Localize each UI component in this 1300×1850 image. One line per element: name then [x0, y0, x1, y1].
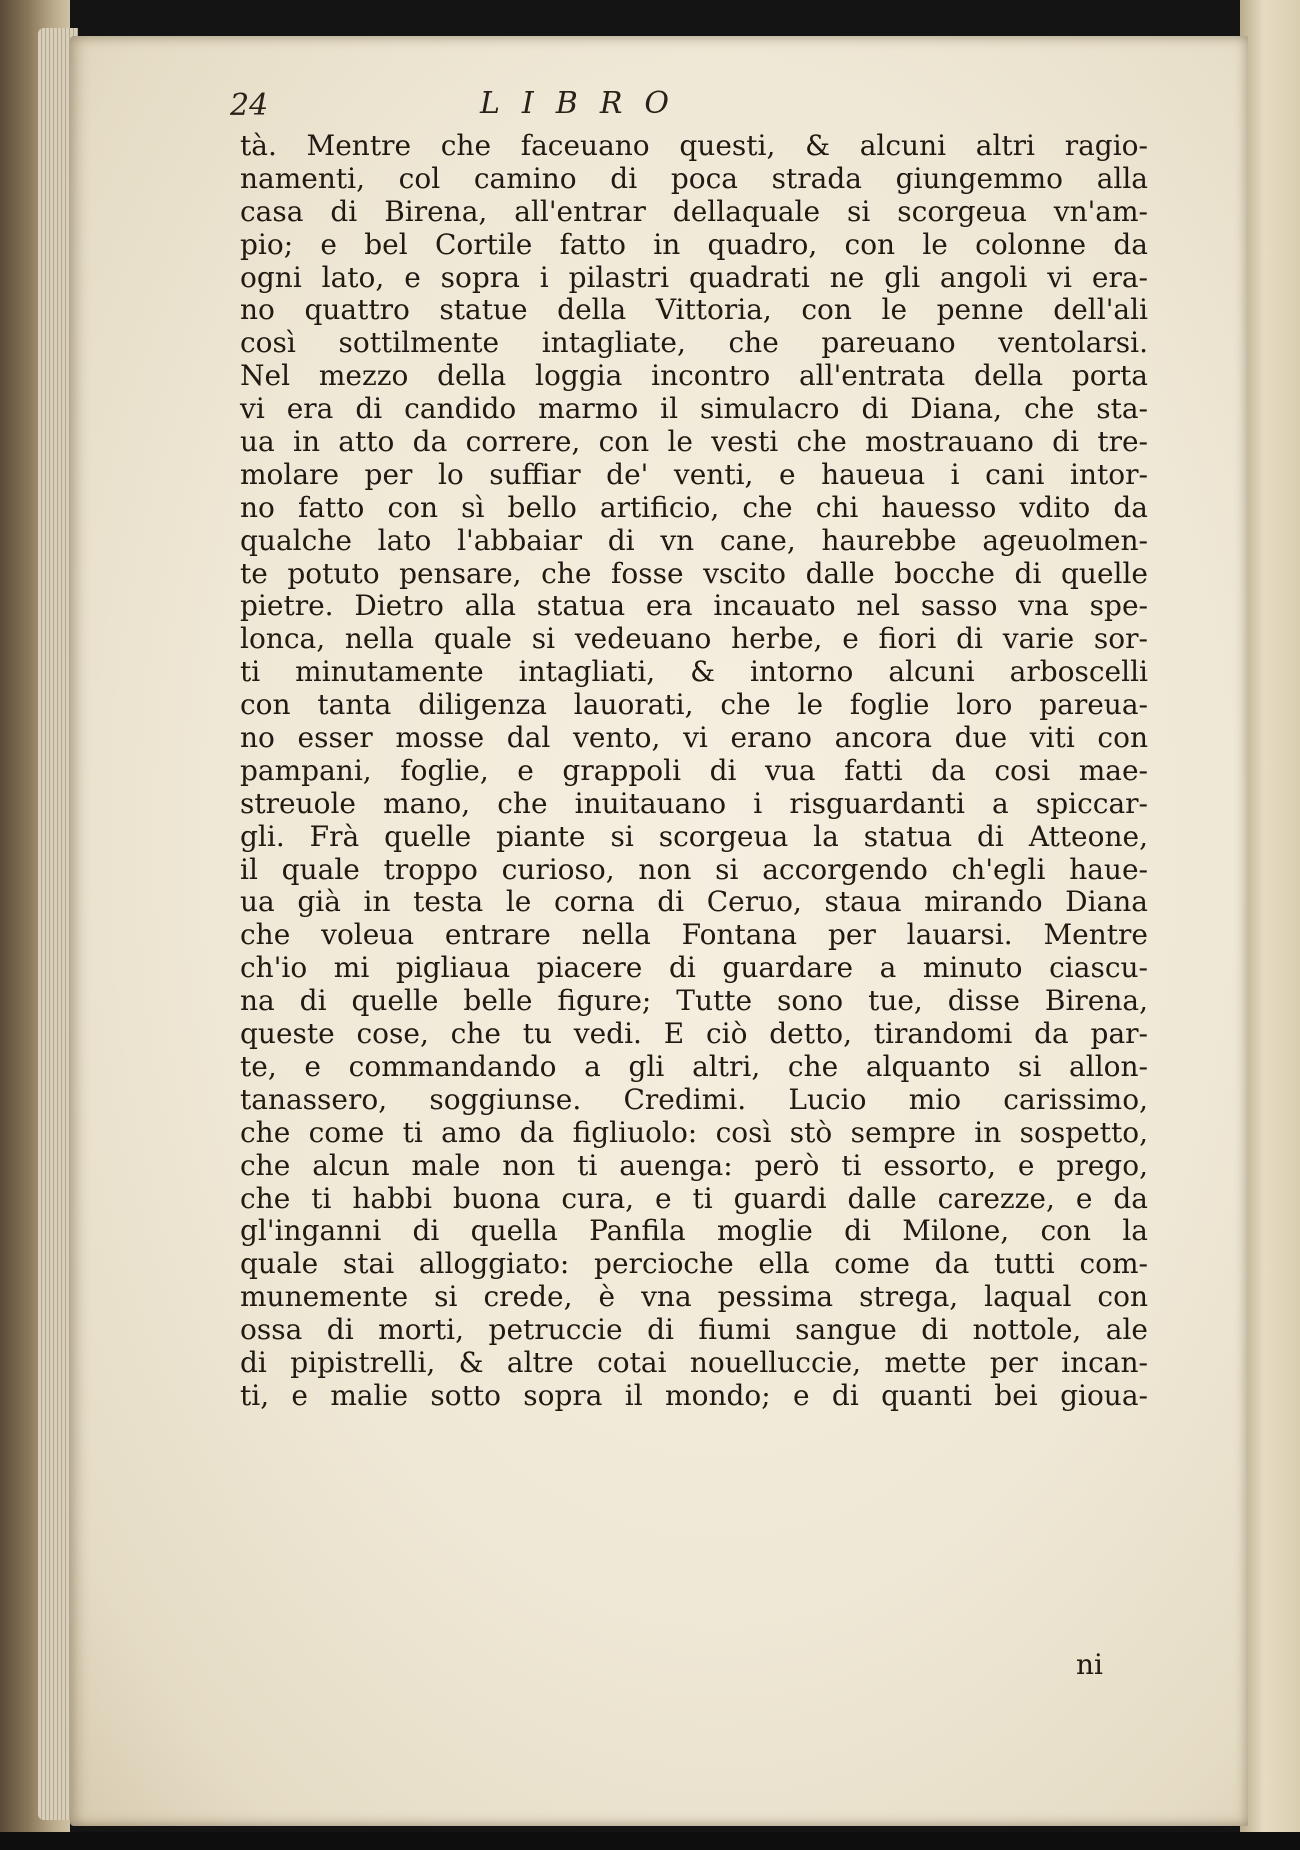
text-line: munemente si crede, è vna pessima strega, laqual con	[240, 1280, 1148, 1314]
text-line: casa di Birena, all'entrar dellaquale si scorgeua vn'am-	[240, 194, 1148, 228]
text-line: ch'io mi pigliaua piacere di guardare a minuto ciascu-	[240, 951, 1148, 985]
text-line: pio; e bel Cortile fatto in quadro, con le colonne da	[240, 227, 1148, 261]
text-line: te potuto pensare, che fosse vscito dalle bocche di quelle	[240, 556, 1148, 590]
scan-border	[0, 1832, 1300, 1850]
text-line: così sottilmente intagliate, che pareuano ventolarsi.	[240, 326, 1148, 360]
text-line: ua già in testa le corna di Ceruo, staua mirando Diana	[240, 885, 1148, 919]
text-line: tà. Mentre che faceuano questi, & alcuni altri ragio-	[240, 129, 1148, 162]
text-line: molare per lo suffiar de' venti, e haueua i cani intor-	[240, 457, 1148, 491]
text-line: ogni lato, e sopra i pilastri quadrati ne gli angoli vi era-	[240, 260, 1148, 294]
text-line: ti minutamente intagliati, & intorno alcuni arboscelli	[240, 655, 1148, 689]
text-line: che come ti amo da figliuolo: così stò sempre in sospetto,	[240, 1115, 1148, 1149]
text-line: streuole mano, che inuitauano i risguardanti a spiccar-	[240, 786, 1148, 820]
body-text	[240, 130, 1148, 1413]
text-line: na di quelle belle figure; Tutte sono tue, disse Birena,	[240, 984, 1148, 1018]
text-line: il quale troppo curioso, non si accorgendo ch'egli haue-	[240, 852, 1148, 886]
text-line: vi era di candido marmo il simulacro di Diana, che sta-	[240, 392, 1148, 426]
text-line: pampani, foglie, e grappoli di vua fatti da cosi mae-	[240, 753, 1148, 787]
text-line: tanassero, soggiunse. Credimi. Lucio mio carissimo,	[240, 1082, 1148, 1116]
catchword: ni	[1076, 1648, 1103, 1681]
text-line: Nel mezzo della loggia incontro all'entrata della porta	[240, 359, 1148, 393]
text-line: che alcun male non ti auenga: però ti essorto, e prego,	[240, 1148, 1148, 1182]
text-line: con tanta diligenza lauorati, che le foglie loro pareua-	[240, 688, 1148, 722]
facing-page-edge	[1240, 0, 1300, 1850]
text-line: no fatto con sì bello artificio, che chi hauesso vdito da	[240, 490, 1148, 524]
text-line: quale stai alloggiato: percioche ella come da tutti com-	[240, 1247, 1148, 1281]
text-line: lonca, nella quale si vedeuano herbe, e fiori di varie sor-	[240, 622, 1148, 656]
text-line: pietre. Dietro alla statua era incauato nel sasso vna spe-	[240, 589, 1148, 623]
text-line: ti, e malie sotto sopra il mondo; e di quanti bei gioua-	[240, 1378, 1148, 1412]
text-line: che ti habbi buona cura, e ti guardi dalle carezze, e da	[240, 1181, 1148, 1215]
text-line: no esser mosse dal vento, vi erano ancora due viti con	[240, 721, 1148, 755]
text-line: che voleua entrare nella Fontana per lauarsi. Mentre	[240, 918, 1148, 952]
text-line: gl'inganni di quella Panfila moglie di Milone, con la	[240, 1214, 1148, 1248]
text-line: te, e commandando a gli altri, che alquanto si allon-	[240, 1049, 1148, 1083]
text-line: qualche lato l'abbaiar di vn cane, haurebbe ageuolmen-	[240, 523, 1148, 557]
page-number: 24	[230, 88, 269, 123]
text-line: ua in atto da correre, con le vesti che mostrauano di tre-	[240, 425, 1148, 459]
text-line: no quattro statue della Vittoria, con le penne dell'ali	[240, 293, 1148, 327]
text-line: gli. Frà quelle piante si scorgeua la statua di Atteone,	[240, 819, 1148, 853]
text-line: di pipistrelli, & altre cotai nouelluccie, mette per incan-	[240, 1345, 1148, 1379]
text-line: namenti, col camino di poca strada giungemmo alla	[240, 161, 1148, 195]
running-head	[170, 86, 990, 134]
text-line: queste cose, che tu vedi. E ciò detto, tirandomi da par-	[240, 1017, 1148, 1051]
book-title: LIBRO	[480, 86, 692, 121]
text-line: ossa di morti, petruccie di fiumi sangue di nottole, ale	[240, 1313, 1148, 1347]
